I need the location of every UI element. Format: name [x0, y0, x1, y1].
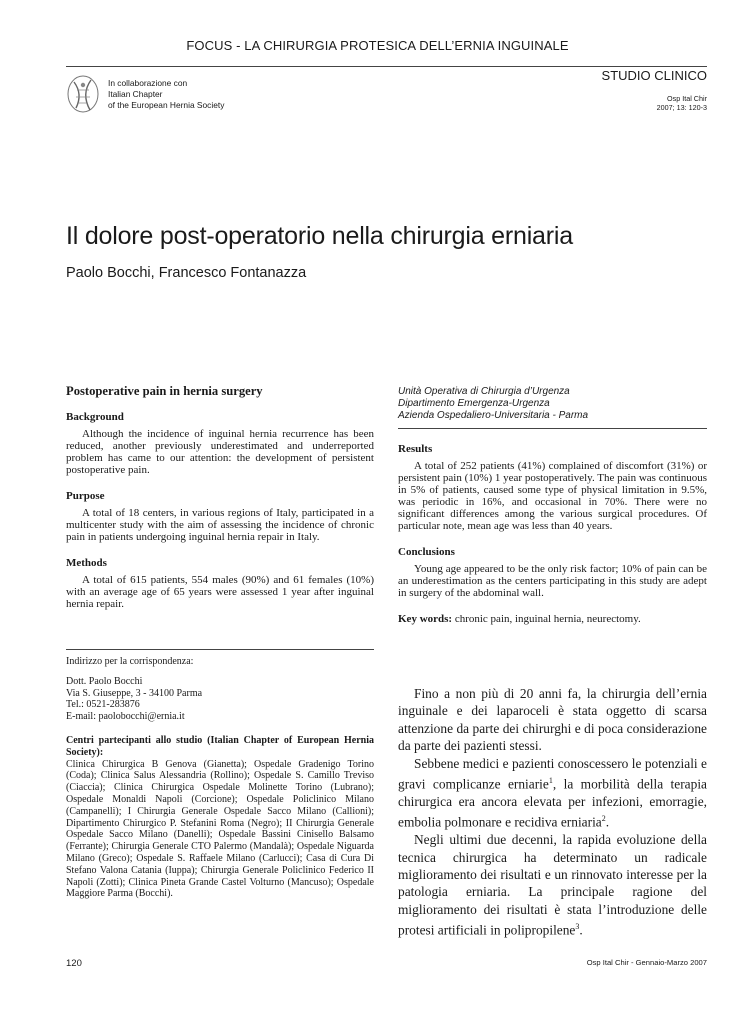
correspondence-label: Indirizzo per la corrispondenza: [66, 656, 194, 667]
reference-marker: 1 [548, 776, 553, 786]
abstract-title: Postoperative pain in hernia surgery [66, 384, 263, 398]
correspondence-rule [66, 649, 374, 650]
body-paragraph [398, 755, 707, 832]
body-paragraph: Fino a non più di 20 anni fa, la chirurgia dell’ernia inguinale e dei laparoceli è stata oggetto di scarsa attenzione da parte dei chirurghi e di poca considerazione da parte dei pazienti stessi. [398, 686, 707, 754]
correspondence-line: Via S. Giuseppe, 3 - 34100 Parma [66, 687, 203, 699]
collaboration-line: In collaborazione con [108, 78, 188, 88]
running-head: FOCUS - LA CHIRURGIA PROTESICA DELL’ERNIA INGUINALE [186, 38, 569, 53]
correspondence-block [66, 656, 374, 900]
journal-citation [657, 94, 707, 112]
purpose-text: A total of 18 centers, in various regions of Italy, participated in a multicenter study with the aim of assessing the incidence of chronic pain in patients undergoing inguinal hernia repair in Italy. [66, 507, 374, 543]
centres-text: Clinica Chirurgica B Genova (Gianetta); Ospedale Gradenigo Torino (Coda); Clinica Salus Alessandria (Rollino); Ospedale S. Camillo Treviso (Ciaccia); Clinica Chirurgica Ospedale Molinette Torino (Lubrano); Ospedale Monaldi Napoli (Corcione); Ospedale Policlinico Milano (Campanelli); I Chirurgia Generale Ospedale Sacco Milano (Callioni); Dipartimento Chirurgico P. Stefanini Roma (Negro); II Chirurgia Generale Ospedale Sacco Milano (Danelli); Ospedale Bassini Cinisello Balsamo (Ferrante); Chirurgia Generale CTO Palermo (Mandalà); Ospedale Niguarda Milano (Greco); Ospedale S. Raffaele Milano (Carlucci); Casa di Cura Di Stefano Valona Catania (Iuppa); Chirurgia Generale Policlinico Federico II Napoli (Zotti); Clinica Pineta Grande Castel Volturno (Mancuso); Ospedale Maggiore Parma (Bocchi). [66, 758, 374, 900]
citation-line: Osp Ital Chir [667, 94, 707, 103]
affiliation-line: Unità Operativa di Chirurgia d’Urgenza [398, 386, 570, 397]
article-authors: Paolo Bocchi, Francesco Fontanazza [66, 265, 307, 281]
background-text: Although the incidence of inguinal hernia recurrence has been reduced, another previously underestimated and underreported problem has came to our attention: the development of persistent postoperative pain. [66, 428, 374, 476]
keywords [398, 613, 707, 625]
methods-text: A total of 615 patients, 554 males (90%) and 61 females (10%) with an average age of 65 years were assessed 1 year after inguinal hernia repair. [66, 574, 374, 610]
section-label: STUDIO CLINICO [601, 68, 707, 83]
body-text-run: . [579, 922, 583, 938]
footer-journal: Osp Ital Chir - Gennaio-Marzo 2007 [586, 958, 707, 967]
keywords-label: Key words: [398, 613, 453, 625]
correspondence-line: Dott. Paolo Bocchi [66, 675, 143, 687]
body-text-run: , la morbilità della terapia chirurgica era ancora elevata per infezioni, emorragie, embolia polmonare e recidiva erniaria [398, 776, 707, 830]
conclusions-heading: Conclusions [398, 546, 455, 558]
collaboration-note [108, 78, 224, 111]
affiliation [398, 386, 707, 422]
conclusions-text: Young age appeared to be the only risk factor; 10% of pain can be an underestimation as the centers participating in this study are adept in surgery of the abdominal wall. [398, 563, 707, 599]
reference-marker: 3 [575, 922, 580, 932]
header-rule [66, 66, 707, 67]
abstract-right-column [398, 386, 707, 625]
purpose-heading: Purpose [66, 490, 105, 502]
keywords-text: chronic pain, inguinal hernia, neurectomy. [454, 613, 641, 625]
page-number: 120 [66, 958, 82, 969]
citation-line: 2007; 13: 120-3 [656, 103, 707, 112]
collaboration-line: Italian Chapter [108, 89, 163, 99]
body-paragraph [398, 831, 707, 939]
body-text-run: Sebbene medici e pazienti conoscessero le potenziali e gravi complicanze erniarie [398, 755, 707, 792]
society-logo [64, 72, 102, 116]
affiliation-rule [398, 428, 707, 429]
affiliation-line: Dipartimento Emergenza-Urgenza [398, 398, 550, 409]
reference-marker: 2 [601, 814, 606, 824]
article-body [398, 685, 707, 939]
collaboration-line: of the European Hernia Society [108, 100, 225, 110]
centres-heading: Centri partecipanti allo studio (Italian Chapter of European Hernia Society): [66, 734, 374, 758]
article-title: Il dolore post-operatorio nella chirurgia erniaria [66, 222, 573, 250]
results-heading: Results [398, 443, 433, 455]
correspondence-line: Tel.: 0521-283876 [66, 699, 140, 711]
affiliation-line: Azienda Ospedaliero-Universitaria - Parma [398, 410, 589, 421]
body-text-run: Negli ultimi due decenni, la rapida evoluzione della tecnica chirurgica ha determinato un radicale miglioramento dei risultati e un rinnovato interesse per la patologia erniaria. La principale ragione del miglioramento dei risultati è stata l’introduzione delle protesi artificiali in polipropilene [398, 832, 707, 938]
results-text: A total of 252 patients (41%) complained of discomfort (31%) or persistent pain (10%) 1 year postoperatively. The pain was continuous in 5% of patients, caused some type of physical limitation in 9.5%, was periodic in 16%, and occasional in 70%. There were no significant differences among the various surgical procedures. Of particular note, mean age was less than 40 years. [398, 460, 707, 532]
background-heading: Background [66, 411, 124, 423]
abstract-left-column [66, 385, 374, 624]
body-text-run: . [605, 814, 610, 830]
participating-centres [66, 735, 374, 900]
correspondence-email: E-mail: paolobocchi@ernia.it [66, 711, 185, 723]
methods-heading: Methods [66, 557, 107, 569]
